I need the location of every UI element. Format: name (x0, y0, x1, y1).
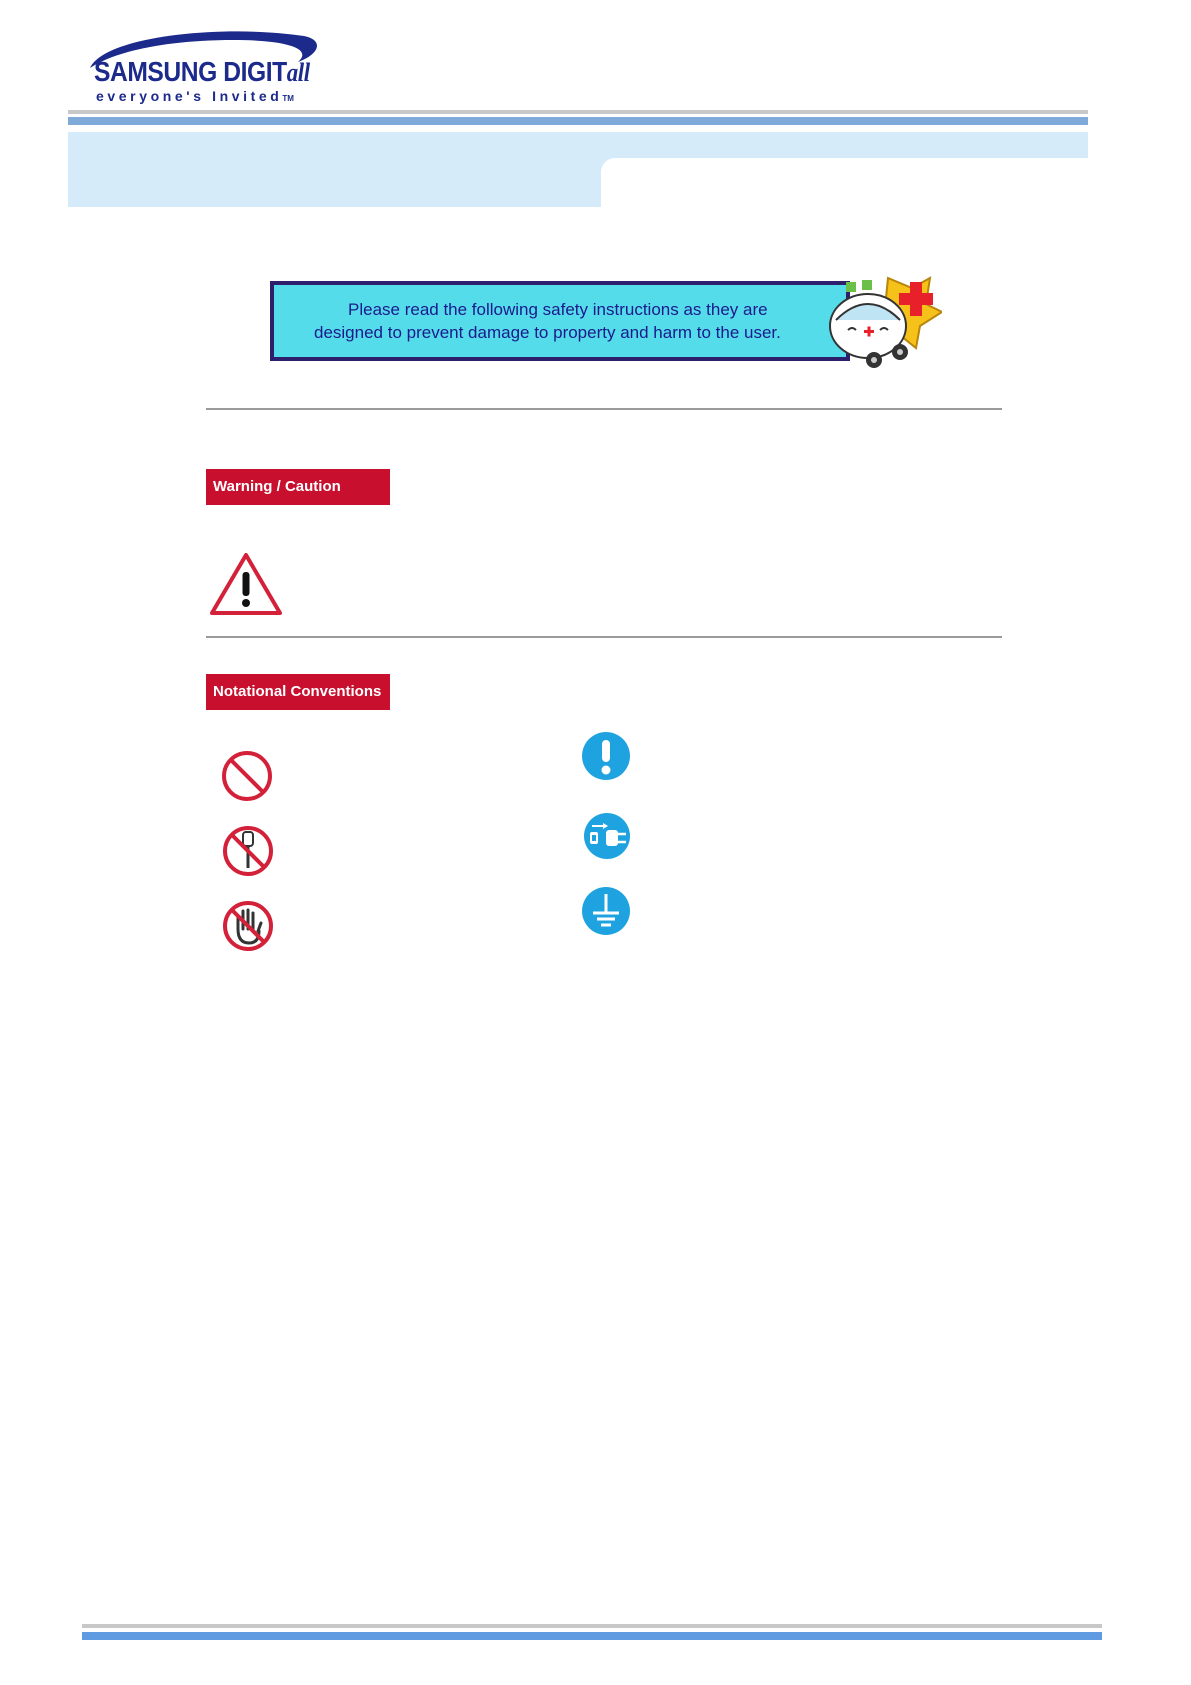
banner-line-2: designed to prevent damage to property and harm to the user. (314, 323, 781, 342)
ambulance-icon (818, 268, 942, 374)
logo-wordmark: SAMSUNG DIGITall (94, 56, 310, 87)
warning-triangle-icon (208, 550, 284, 618)
notational-conventions-label: Notational Conventions (206, 674, 390, 710)
header-tab (601, 158, 1088, 207)
logo-tagline: everyone's InvitedTM (96, 88, 294, 104)
unplug-icon (582, 812, 632, 860)
do-not-touch-icon (221, 899, 275, 953)
do-not-disassemble-icon (221, 824, 275, 878)
important-icon (581, 731, 631, 781)
footer-rule-gray (82, 1624, 1102, 1628)
prohibited-icon (220, 749, 274, 803)
header-rule-gray (68, 110, 1088, 114)
section-divider-1 (206, 408, 1002, 410)
header-rule-blue (68, 117, 1088, 125)
samsung-logo (84, 28, 324, 102)
safety-banner (270, 281, 850, 361)
warning-caution-label: Warning / Caution (206, 469, 390, 505)
footer-rule-blue (82, 1632, 1102, 1640)
section-divider-2 (206, 636, 1002, 638)
banner-line-1: Please read the following safety instructions as they are (348, 300, 768, 319)
ground-icon (581, 886, 631, 936)
